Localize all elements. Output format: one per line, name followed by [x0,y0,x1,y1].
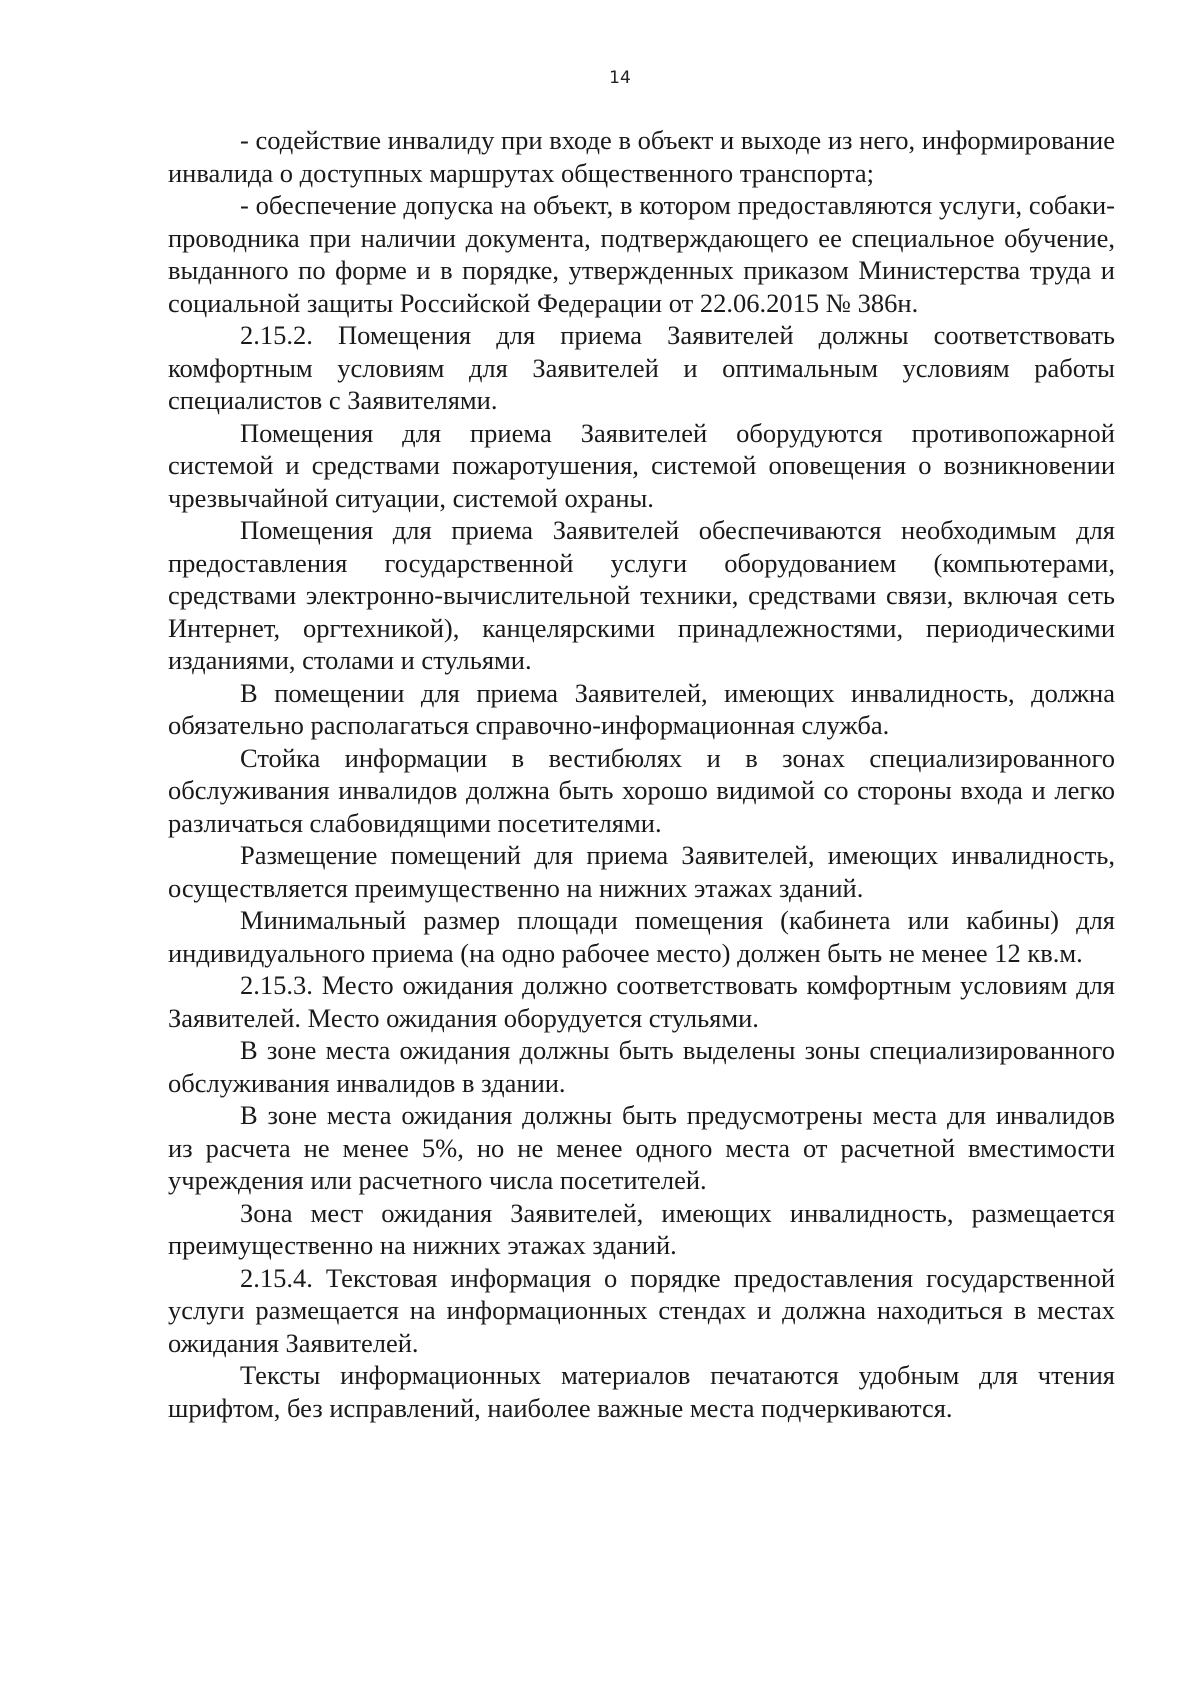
paragraph-lower-floors: Размещение помещений для приема Заявителей, имеющих инвалидность, осуществляется преимущественно на нижних этажах зданий. [168,840,1115,903]
paragraph-fire-safety: Помещения для приема Заявителей оборудуются противопожарной системой и средствами пожаротушения, системой оповещения о возникновении чрезвычайной ситуации, системой охраны. [168,417,1115,513]
paragraph-waiting-zones: В зоне места ожидания должны быть выделены зоны специализированного обслуживания инвалидов в здании. [168,1035,1115,1098]
page-number: 14 [609,68,631,88]
paragraph-guide-dog-access: - обеспечение допуска на объект, в котором предоставляются услуги, собаки-проводника при наличии документа, подтверждающего ее специальное обучение, выданного по форме и в порядке, утвержденных приказом Министерства труда и социальной защиты Российской Федерации от 22.06.2015 № 386н. [168,190,1115,318]
paragraph-2-15-3-waiting-area: 2.15.3. Место ожидания должно соответствовать комфортным условиям для Заявителей. Место ожидания оборудуется стульями. [168,970,1115,1033]
paragraph-2-15-4-text-info: 2.15.4. Текстовая информация о порядке предоставления государственной услуги размещается на информационных стендах и должна находиться в местах ожидания Заявителей. [168,1262,1115,1358]
paragraph-info-service: В помещении для приема Заявителей, имеющих инвалидность, должна обязательно располагаться справочно-информационная служба. [168,677,1115,740]
paragraph-minimum-area: Минимальный размер площади помещения (кабинета или кабины) для индивидуального приема (на одно рабочее место) должен быть не менее 12 кв.м. [168,905,1115,968]
paragraph-font-readability: Тексты информационных материалов печатаются удобным для чтения шрифтом, без исправлений, наиболее важные места подчеркиваются. [168,1360,1115,1423]
document-body [168,124,1115,1424]
paragraph-equipment: Помещения для приема Заявителей обеспечиваются необходимым для предоставления государственной услуги оборудованием (компьютерами, средствами электронно-вычислительной техники, средствами связи, включая сеть Интернет, оргтехникой), канцелярскими принадлежностями, периодическими изданиями, столами и стульями. [168,515,1115,675]
paragraph-assistance-entry-exit: - содействие инвалиду при входе в объект и выходе из него, информирование инвалида о доступных маршрутах общественного транспорта; [168,125,1115,188]
paragraph-waiting-lower-floors: Зона мест ожидания Заявителей, имеющих инвалидность, размещается преимущественно на нижних этажах зданий. [168,1197,1115,1260]
paragraph-2-15-2-premises: 2.15.2. Помещения для приема Заявителей должны соответствовать комфортным условиям для Заявителей и оптимальным условиям работы специалистов с Заявителями. [168,320,1115,415]
paragraph-disabled-seats: В зоне места ожидания должны быть предусмотрены места для инвалидов из расчета не менее 5%, но не менее одного места от расчетной вместимости учреждения или расчетного числа посетителей. [168,1100,1115,1195]
paragraph-info-desk: Стойка информации в вестибюлях и в зонах специализированного обслуживания инвалидов должна быть хорошо видимой со стороны входа и легко различаться слабовидящими посетителями. [168,742,1115,838]
